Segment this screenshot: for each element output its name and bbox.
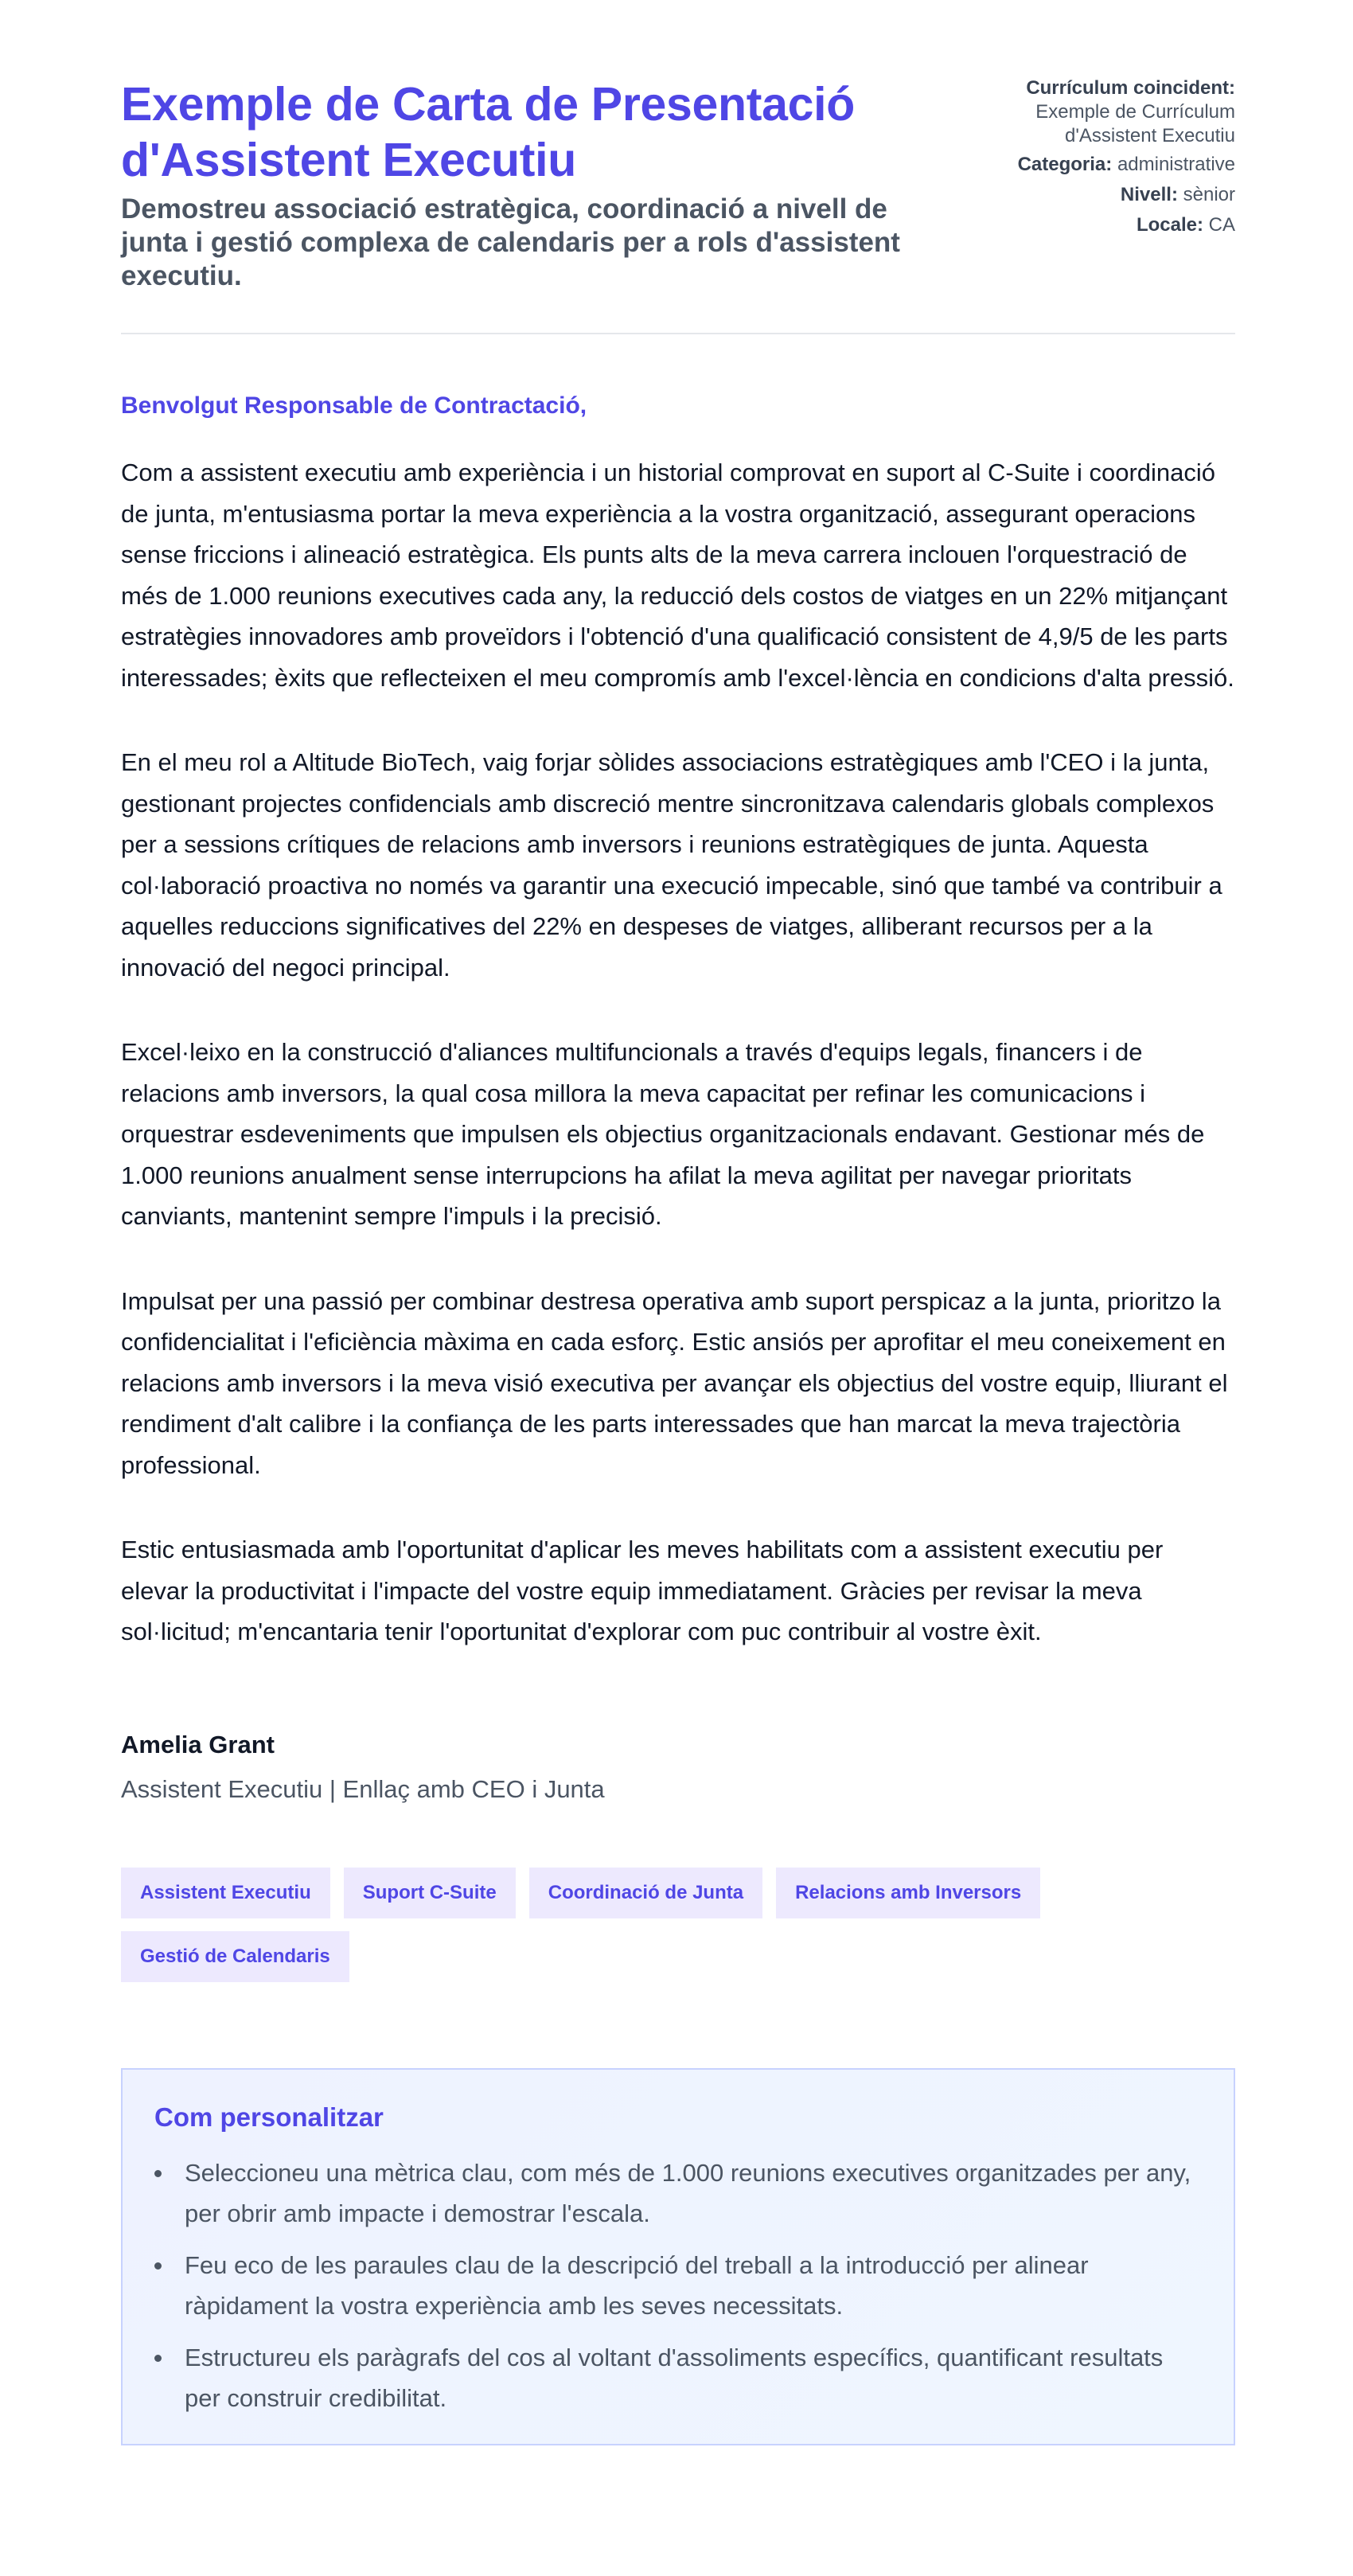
letter-salutation: Benvolgut Responsable de Contractació, <box>121 392 587 419</box>
letter-body <box>121 390 1235 1805</box>
tag-chip[interactable]: Gestió de Calendaris <box>121 1931 349 1982</box>
page-title: Exemple de Carta de Presentació d'Assistent Executiu <box>121 78 855 186</box>
tag-chip[interactable]: Suport C-Suite <box>344 1868 516 1918</box>
bullet-icon <box>154 2262 162 2270</box>
page-header <box>121 76 1235 293</box>
letter-paragraph: Com a assistent executiu amb experiència i un historial comprovat en suport al C-Suite i coordinació de junta, m'entusiasma portar la meva experiència a la vostra organització, assegurant operacions sense friccions i alineació estratègica. Els punts alts de la meva carrera inclouen l'orquestració de més de 1.000 reunions executives cada any, la reducció dels costos de viatges en un 22% mitjançant estratègies innovadores amb proveïdors i l'obtenció d'una qualificació consistent de 4,9/5 de les parts interessades; èxits que reflecteixen el meu compromís amb l'excel·lència en condicions d'alta pressió. <box>121 459 1234 692</box>
tag-list <box>121 1868 1235 1982</box>
meta-level-label: Nivell: <box>1120 184 1178 205</box>
meta-locale <box>973 213 1235 237</box>
meta-resume-label: Currículum coincident: <box>1026 77 1235 99</box>
title-block <box>121 76 917 293</box>
meta-level-value: sènior <box>1183 184 1235 205</box>
signature-title: Assistent Executiu | Enllaç amb CEO i Junta <box>121 1774 605 1803</box>
tip-item <box>185 2153 1202 2234</box>
tip-item <box>185 2337 1202 2418</box>
header-divider <box>121 333 1235 334</box>
tips-title: Com personalitzar <box>154 2102 384 2132</box>
tip-text: Estructureu els paràgrafs del cos al voltant d'assoliments específics, quantificant resultats per construir credibilitat. <box>185 2343 1164 2412</box>
meta-panel <box>973 76 1235 244</box>
meta-resume-link[interactable]: Exemple de Currículum d'Assistent Executiu <box>1035 101 1235 146</box>
meta-category <box>973 153 1235 177</box>
tag-chip[interactable]: Relacions amb Inversors <box>776 1868 1040 1918</box>
customization-tips-box <box>121 2068 1235 2445</box>
tip-text: Feu eco de les paraules clau de la descripció del treball a la introducció per alinear ràpidament la vostra experiència amb les seves necessitats. <box>185 2250 1089 2320</box>
bullet-icon <box>154 2170 162 2177</box>
bullet-icon <box>154 2355 162 2362</box>
tag-chip[interactable]: Assistent Executiu <box>121 1868 330 1918</box>
tag-chip[interactable]: Coordinació de Junta <box>529 1868 762 1918</box>
meta-locale-value: CA <box>1208 214 1235 236</box>
letter-paragraph: En el meu rol a Altitude BioTech, vaig forjar sòlides associacions estratègiques amb l'CEO i la junta, gestionant projectes confidencials amb discreció mentre sincronitzava calendaris globals complexos per a sessions crítiques de relacions amb inversors i reunions estratègiques de junta. Aquesta col·laboració proactiva no només va garantir una execució impecable, sinó que també va contribuir a aquelles reduccions significatives del 22% en despeses de viatges, alliberant recursos per a la innovació del negoci principal. <box>121 748 1222 982</box>
letter-paragraph: Excel·leixo en la construcció d'aliances multifuncionals a través d'equips legals, financers i de relacions amb inversors, la qual cosa millora la meva capacitat per refinar les comunicacions i orquestrar esdeveniments que impulsen els objectius organitzacionals endavant. Gestionar més de 1.000 reunions anualment sense interrupcions ha afilat la meva agilitat per navegar prioritats canviants, mantenint sempre l'impuls i la precisió. <box>121 1038 1205 1230</box>
meta-resume <box>973 76 1235 148</box>
meta-category-value: administrative <box>1117 154 1235 175</box>
meta-category-label: Categoria: <box>1017 154 1113 175</box>
page-subtitle: Demostreu associació estratègica, coordinació a nivell de junta i gestió complexa de calendaris per a rols d'assistent executiu. <box>121 193 900 291</box>
meta-locale-label: Locale: <box>1136 214 1203 236</box>
signature-name: Amelia Grant <box>121 1730 275 1758</box>
tip-item <box>185 2245 1202 2326</box>
tip-text: Seleccioneu una mètrica clau, com més de 1.000 reunions executives organitzades per any, per obrir amb impacte i demostrar l'escala. <box>185 2158 1191 2227</box>
letter-paragraph: Estic entusiasmada amb l'oportunitat d'aplicar les meves habilitats com a assistent executiu per elevar la productivitat i l'impacte del vostre equip immediatament. Gràcies per revisar la meva sol·licitud; m'encantaria tenir l'oportunitat d'explorar com puc contribuir al vostre èxit. <box>121 1536 1164 1645</box>
tips-list <box>154 2153 1202 2418</box>
letter-paragraph: Impulsat per una passió per combinar destresa operativa amb suport perspicaz a la junta, prioritzo la confidencialitat i l'eficiència màxima en cada esforç. Estic ansiós per aprofitar el meu coneixement en relacions amb inversors i la meva visió executiva per avançar els objectius del vostre equip, lliurant el rendiment d'alt calibre i la confiança de les parts interessades que han marcat la meva trajectòria professional. <box>121 1286 1228 1479</box>
meta-level <box>973 183 1235 207</box>
